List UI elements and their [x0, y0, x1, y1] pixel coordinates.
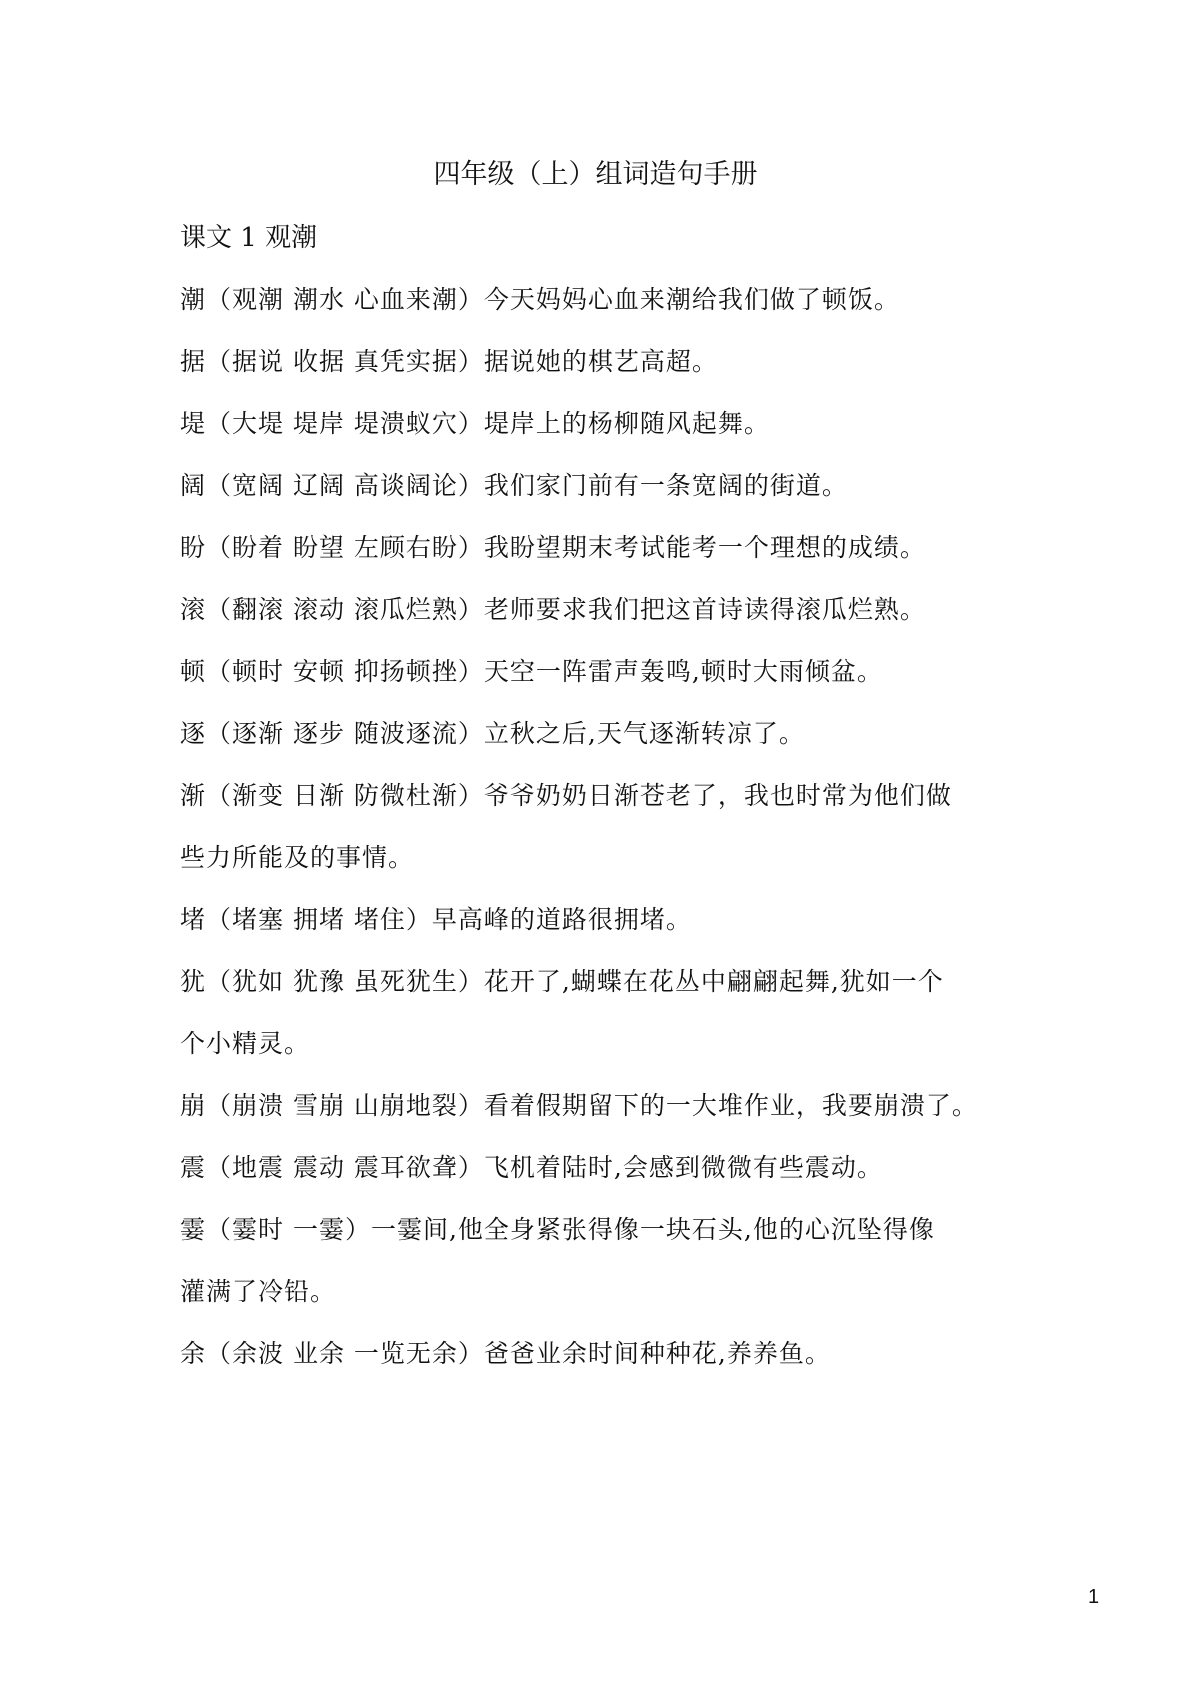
- entry-line: 据（据说 收据 真凭实据）据说她的棋艺高超。: [180, 347, 718, 376]
- entry-line: 震（地震 震动 震耳欲聋）飞机着陆时,会感到微微有些震动。: [180, 1153, 883, 1182]
- document-title: 四年级（上）组词造句手册: [433, 159, 758, 190]
- vocab-entry: [180, 951, 1040, 1075]
- vocab-entry: [180, 1199, 1040, 1323]
- vocab-entry: [180, 517, 1040, 579]
- entry-line: 滚（翻滚 滚动 滚瓜烂熟）老师要求我们把这首诗读得滚瓜烂熟。: [180, 595, 926, 624]
- entry-line: 堵（堵塞 拥堵 堵住）早高峰的道路很拥堵。: [180, 905, 692, 934]
- entry-line: 堤（大堤 堤岸 堤溃蚁穴）堤岸上的杨柳随风起舞。: [180, 409, 770, 438]
- vocab-entry: [180, 269, 1040, 331]
- vocab-entry: [180, 1323, 1040, 1385]
- entry-line: 灌满了冷铅。: [180, 1277, 337, 1306]
- vocab-entry: [180, 765, 1040, 889]
- entry-line: 渐（渐变 日渐 防微杜渐）爷爷奶奶日渐苍老了，我也时常为他们做: [180, 781, 952, 810]
- entry-line: 潮（观潮 潮水 心血来潮）今天妈妈心血来潮给我们做了顿饭。: [180, 285, 900, 314]
- entry-line: 犹（犹如 犹豫 虽死犹生）花开了,蝴蝶在花丛中翩翩起舞,犹如一个: [180, 967, 944, 996]
- vocab-entry: [180, 1137, 1040, 1199]
- page-number: 1: [1088, 1586, 1100, 1608]
- vocab-entry: [180, 331, 1040, 393]
- entry-line: 阔（宽阔 辽阔 高谈阔论）我们家门前有一条宽阔的街道。: [180, 471, 848, 500]
- vocab-entry: [180, 889, 1040, 951]
- entry-line: 余（余波 业余 一览无余）爸爸业余时间种种花,养养鱼。: [180, 1339, 831, 1368]
- lesson-heading: 课文 1 观潮: [180, 223, 318, 253]
- vocab-entry: [180, 393, 1040, 455]
- entry-line: 逐（逐渐 逐步 随波逐流）立秋之后,天气逐渐转凉了。: [180, 719, 805, 748]
- vocab-entry: [180, 641, 1040, 703]
- entry-line: 个小精灵。: [180, 1029, 311, 1058]
- entry-line: 霎（霎时 一霎）一霎间,他全身紧张得像一块石头,他的心沉坠得像: [180, 1215, 935, 1244]
- vocab-entry: [180, 1075, 1040, 1137]
- entry-line: 些力所能及的事情。: [180, 843, 415, 872]
- vocab-entry: [180, 455, 1040, 517]
- entry-line: 顿（顿时 安顿 抑扬顿挫）天空一阵雷声轰鸣,顿时大雨倾盆。: [180, 657, 883, 686]
- entry-line: 崩（崩溃 雪崩 山崩地裂）看着假期留下的一大堆作业，我要崩溃了。: [180, 1091, 978, 1120]
- vocab-entry: [180, 579, 1040, 641]
- entry-list: [180, 269, 1040, 1385]
- vocab-entry: [180, 703, 1040, 765]
- entry-line: 盼（盼着 盼望 左顾右盼）我盼望期末考试能考一个理想的成绩。: [180, 533, 926, 562]
